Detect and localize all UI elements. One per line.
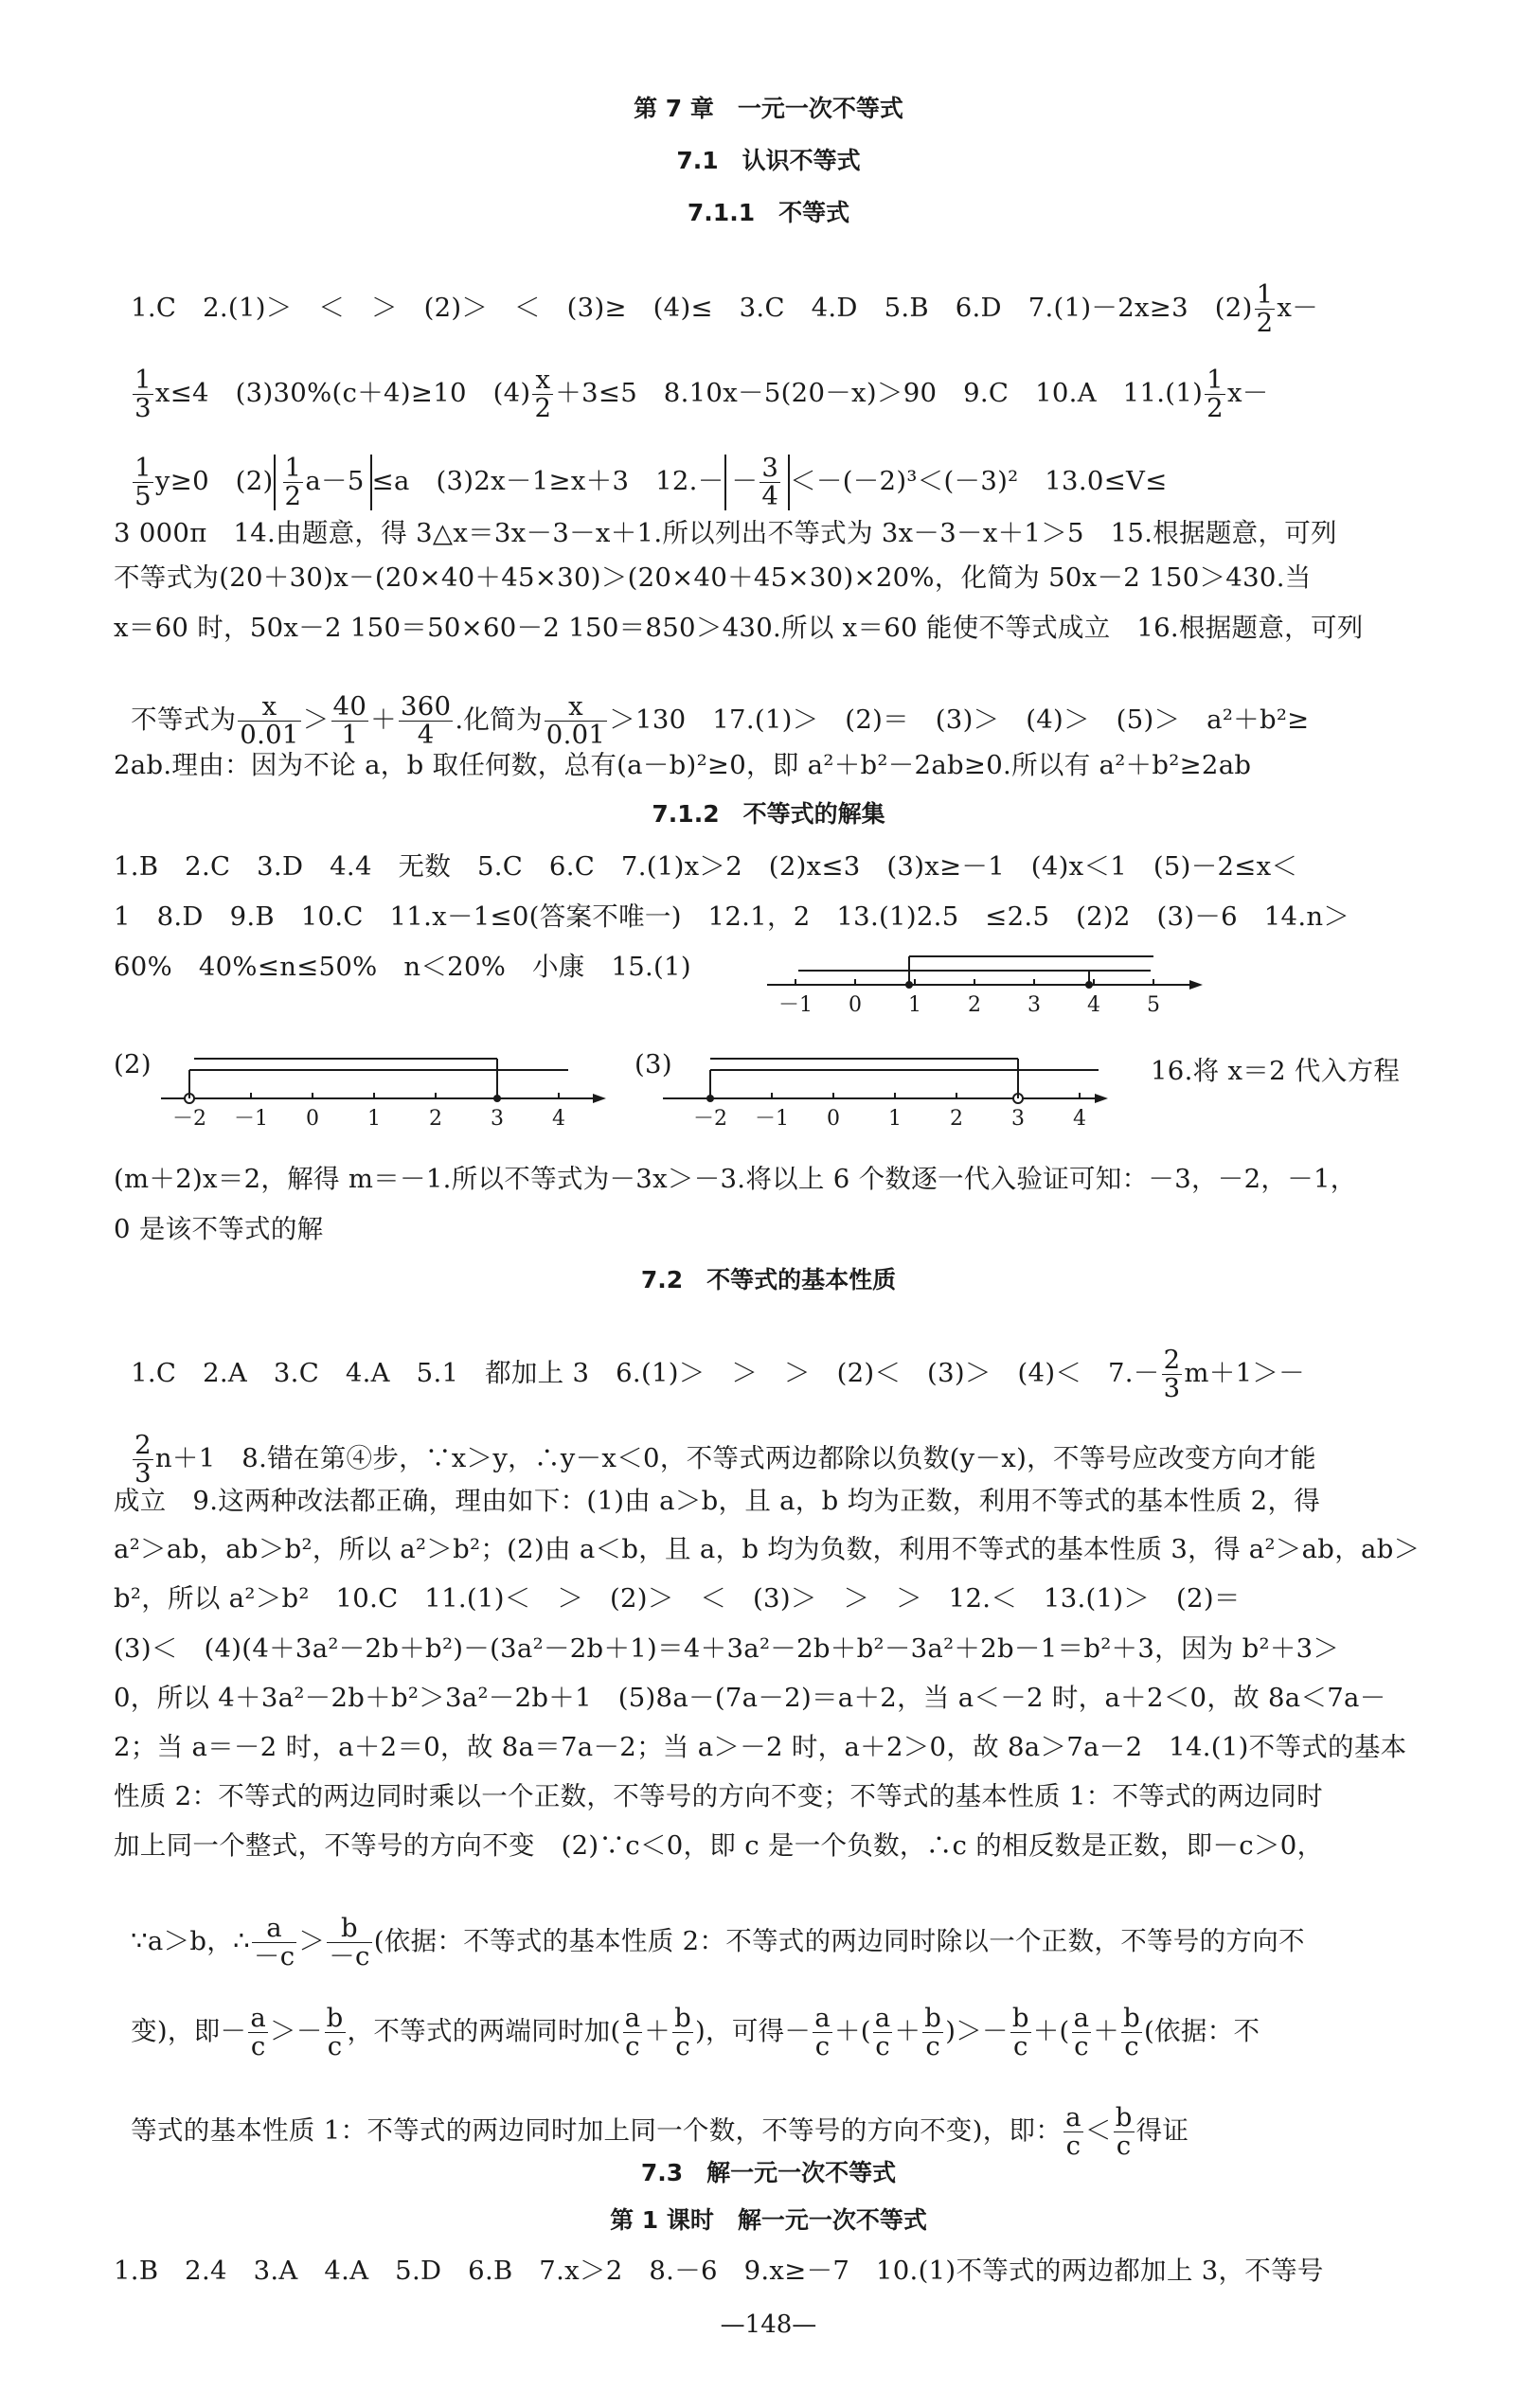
number-line-2 bbox=[161, 1042, 616, 1136]
tick-label: 3 bbox=[1011, 1107, 1025, 1131]
tick-label: 5 bbox=[1147, 993, 1160, 1017]
tick-label: 0 bbox=[306, 1107, 319, 1131]
answer-line: 3 000π 14.由题意，得 3△x＝3x－3－x＋1.所以列出不等式为 3x－3－x＋1＞5 15.根据题意，可列 bbox=[114, 518, 1337, 548]
tick-label: 4 bbox=[1073, 1107, 1086, 1131]
tick-label: －2 bbox=[693, 1107, 727, 1131]
tick-label: 3 bbox=[1028, 993, 1041, 1017]
answer-line: 加上同一个整式，不等号的方向不变 (2)∵c＜0，即 c 是一个负数，∴c 的相反数是正数，即－c＞0， bbox=[114, 1830, 1324, 1861]
section-title-7-2: 7.2 不等式的基本性质 bbox=[640, 1266, 897, 1293]
answer-line: 0，所以 4＋3a²－2b＋b²＞3a²－2b＋1 (5)8a－(7a－2)＝a＋2，当 a＜－2 时，a＋2＜0，故 8a＜7a－ bbox=[114, 1683, 1386, 1713]
answer-line: 变)，即－ $\frac{a}{c}$ ＞－ $\frac{b}{c}$ ，不等式的两端同时加( $\frac{a}{c}$ ＋ $\frac{b}{c}$ )，可得－ $\frac{a}{c}$ ＋( $\frac{a}{c}$ ＋ $\frac{b}{c}$ )＞－ $\frac{b}{c}$ ＋( $\frac{a}{c}$ ＋ $\frac{b}{c}$ (依据：不 bbox=[131, 2003, 1260, 2061]
tick-label: 1 bbox=[908, 993, 921, 1017]
tick-label: 0 bbox=[849, 993, 862, 1017]
answer-line: 1.C 2.A 3.C 4.A 5.1 都加上 3 6.(1)＞ ＞ ＞ (2)＜ (3)＞ (4)＜ 7.－ $\frac{2}{3}$ m＋1＞－ bbox=[131, 1345, 1305, 1403]
answer-line: 2ab.理由：因为不论 a，b 取任何数，总有(a－b)²≥0，即 a²＋b²－2ab≥0.所以有 a²＋b²≥2ab bbox=[114, 750, 1252, 780]
answer-line: 性质 2：不等式的两边同时乘以一个正数，不等号的方向不变；不等式的基本性质 1：不等式的两边同时 bbox=[114, 1781, 1323, 1811]
answer-line: (m＋2)x＝2，解得 m＝－1.所以不等式为－3x＞－3.将以上 6 个数逐一代入验证可知：－3，－2，－1， bbox=[114, 1164, 1357, 1194]
answer-line: (2) bbox=[114, 1049, 152, 1079]
answer-line: a²＞ab，ab＞b²，所以 a²＞b²；(2)由 a＜b，且 a，b 均为负数，利用不等式的基本性质 3，得 a²＞ab，ab＞ bbox=[114, 1534, 1421, 1564]
answer-line: $\frac{2}{3}$ n＋1 8.错在第④步，∵x＞y，∴y－x＜0，不等式两边都除以负数(y－x)，不等号应改变方向才能 bbox=[134, 1430, 1316, 1489]
answer-line: 1 8.D 9.B 10.C 11.x－1≤0(答案不唯一) 12.1，2 13.(1)2.5 ≤2.5 (2)2 (3)－6 14.n＞ bbox=[114, 901, 1350, 932]
answer-line: 不等式为 $\frac{x}{0.01}$ ＞ $\frac{40}{1}$ ＋ $\frac{360}{4}$ .化简为 $\frac{x}{0.01}$ ＞130 17.(1)＞ (2)＝ (3)＞ (4)＞ (5)＞ a²＋b²≥ bbox=[131, 691, 1310, 750]
answer-line: (3)＜ (4)(4＋3a²－2b＋b²)－(3a²－2b＋1)＝4＋3a²－2b＋b²－3a²＋2b－1＝b²＋3，因为 b²＋3＞ bbox=[114, 1633, 1340, 1664]
tick-label: －2 bbox=[172, 1107, 206, 1131]
absolute-value: $\frac{1}{2}$ a－5 bbox=[274, 455, 372, 510]
answer-line: 等式的基本性质 1：不等式的两边同时加上同一个数，不等号的方向不变)，即： $\frac{a}{c}$ ＜ $\frac{b}{c}$ 得证 bbox=[131, 2102, 1189, 2161]
section-title-7-3: 7.3 解一元一次不等式 bbox=[640, 2159, 897, 2186]
answer-line: 2；当 a＝－2 时，a＋2＝0，故 8a＝7a－2；当 a＞－2 时，a＋2＞0，故 8a＞7a－2 14.(1)不等式的基本 bbox=[114, 1732, 1407, 1762]
tick-label: 4 bbox=[1087, 993, 1100, 1017]
chapter-title: 第 7 章 一元一次不等式 bbox=[634, 95, 903, 122]
tick-label: －1 bbox=[234, 1107, 268, 1131]
answer-line: 16.将 x＝2 代入方程 bbox=[1151, 1056, 1401, 1086]
absolute-value: － $\frac{3}{4}$ bbox=[724, 455, 791, 510]
answer-line: 0 是该不等式的解 bbox=[114, 1214, 324, 1244]
answer-line: b²，所以 a²＞b² 10.C 11.(1)＜ ＞ (2)＞ ＜ (3)＞ ＞ ＞ 12.＜ 13.(1)＞ (2)＝ bbox=[114, 1583, 1241, 1614]
answer-line: 60% 40%≤n≤50% n＜20% 小康 15.(1) bbox=[114, 952, 691, 982]
tick-label: 1 bbox=[367, 1107, 381, 1131]
tick-label: －1 bbox=[778, 993, 813, 1017]
tick-label: －1 bbox=[755, 1107, 789, 1131]
answer-line: $\frac{1}{3}$ x≤4 (3)30%(c＋4)≥10 (4) $\frac{x}{2}$ ＋3≤5 8.10x－5(20－x)＞90 9.C 10.A 11.(1) $\frac{1}{2}$ x－ bbox=[134, 365, 1269, 423]
answer-line: (3) bbox=[634, 1049, 672, 1079]
tick-label: 2 bbox=[968, 993, 981, 1017]
fraction: $\frac{1}{2}$ bbox=[1256, 279, 1274, 338]
tick-label: 1 bbox=[888, 1107, 902, 1131]
answer-line: 1.C 2.(1)＞ ＜ ＞ (2)＞ ＜ (3)≥ (4)≤ 3.C 4.D 5.B 6.D 7.(1)－2x≥3 (2) $\frac{1}{2}$ x－ bbox=[131, 279, 1319, 338]
section-title-7-1: 7.1 认识不等式 bbox=[676, 147, 861, 174]
tick-label: 3 bbox=[491, 1107, 504, 1131]
answer-line: 不等式为(20＋30)x－(20×40＋45×30)＞(20×40＋45×30)×20%，化简为 50x－2 150＞430.当 bbox=[114, 562, 1312, 593]
page-number: —148— bbox=[720, 2310, 817, 2339]
answer-line: $\frac{1}{5}$ y≥0 (2) $\frac{1}{2}$ a－5 ≤a (3)2x－1≥x＋3 12.－ － $\frac{3}{4}$ ＜－(－2)³＜(－3)² 13.0≤V≤ bbox=[134, 453, 1168, 511]
answer-line: 1.B 2.C 3.D 4.4 无数 5.C 6.C 7.(1)x＞2 (2)x≤3 (3)x≥－1 (4)x＜1 (5)－2≤x＜ bbox=[114, 851, 1298, 882]
answer-line: 1.B 2.4 3.A 4.A 5.D 6.B 7.x＞2 8.－6 9.x≥－7 10.(1)不等式的两边都加上 3，不等号 bbox=[114, 2256, 1324, 2286]
number-line-1 bbox=[767, 933, 1212, 1023]
lesson-title: 第 1 课时 解一元一次不等式 bbox=[610, 2206, 927, 2234]
answer-line: x＝60 时，50x－2 150＝50×60－2 150＝850＞430.所以 x＝60 能使不等式成立 16.根据题意，可列 bbox=[114, 613, 1364, 643]
tick-label: 2 bbox=[429, 1107, 442, 1131]
tick-label: 4 bbox=[552, 1107, 565, 1131]
answer-line: 成立 9.这两种改法都正确，理由如下：(1)由 a＞b，且 a，b 均为正数，利用不等式的基本性质 2，得 bbox=[114, 1486, 1321, 1516]
tick-label: 2 bbox=[950, 1107, 963, 1131]
tick-label: 0 bbox=[827, 1107, 840, 1131]
answer-line: ∵a＞b，∴ $\frac{a}{-c}$ ＞ $\frac{b}{-c}$ (依据：不等式的基本性质 2：不等式的两边同时除以一个正数，不等号的方向不 bbox=[131, 1913, 1305, 1971]
number-line-3 bbox=[663, 1042, 1117, 1136]
subsection-title-7-1-2: 7.1.2 不等式的解集 bbox=[652, 800, 885, 828]
subsection-title-7-1-1: 7.1.1 不等式 bbox=[687, 199, 850, 226]
